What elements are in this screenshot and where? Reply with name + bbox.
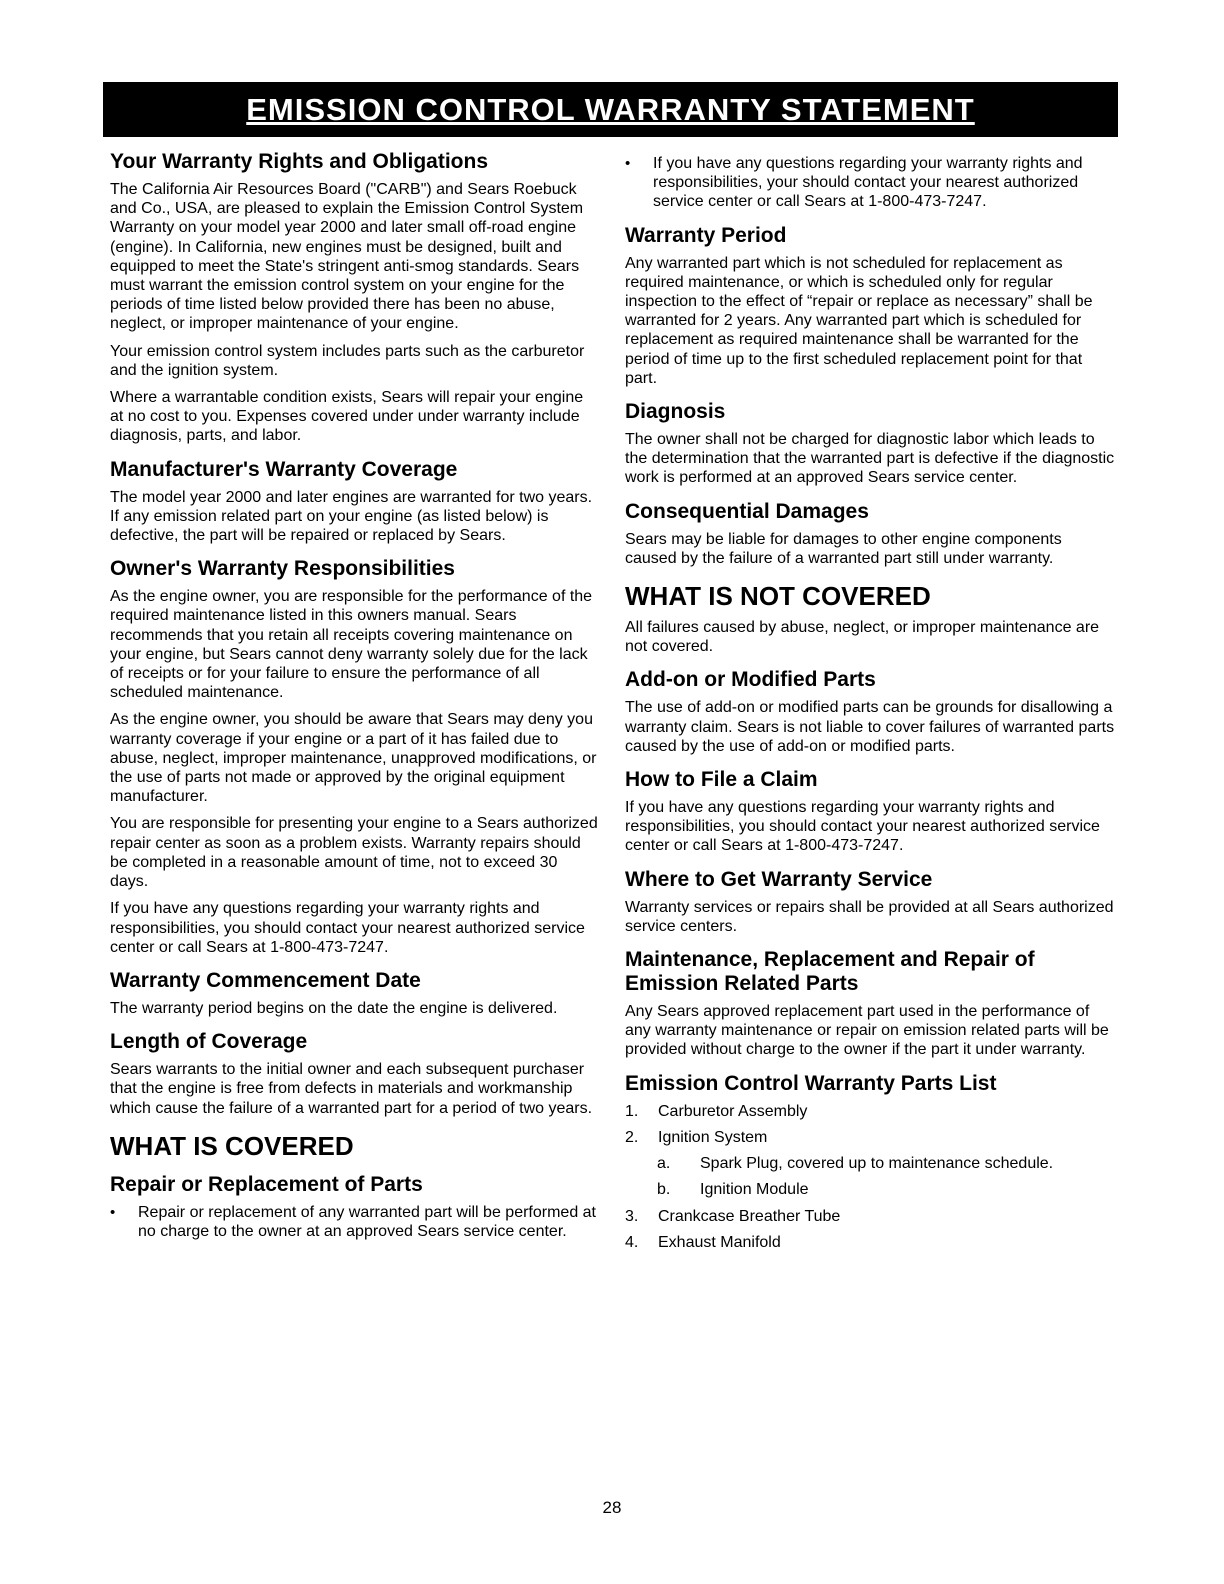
section-heading: Consequential Damages xyxy=(625,499,869,523)
list-item-text: Ignition System xyxy=(658,1128,768,1146)
banner-title: EMISSION CONTROL WARRANTY STATEMENT xyxy=(246,91,975,127)
bullet-item xyxy=(110,1203,600,1241)
section-heading: Warranty Period xyxy=(625,223,787,247)
section-heading: Your Warranty Rights and Obligations xyxy=(110,150,489,173)
section-heading: Repair or Replacement of Parts xyxy=(110,1172,423,1196)
paragraph: The owner shall not be charged for diagnostic labor which leads to the determination that the warranted part is defective if the diagnostic work is performed at an approved Sears service center. xyxy=(625,431,1115,487)
paragraph: If you have any questions regarding your warranty rights and responsibilities, you should contact your nearest authorized service center or call Sears at 1-800-473-7247. xyxy=(625,799,1100,855)
list-item xyxy=(625,1207,1115,1226)
left-column xyxy=(110,150,600,1259)
list-subitem-letter: b. xyxy=(657,1181,671,1199)
section-heading: Maintenance, Replacement and Repair of Emission Related Parts xyxy=(625,948,1035,996)
list-item-number: 2. xyxy=(625,1128,639,1146)
two-column-layout xyxy=(110,150,1115,1259)
major-heading: WHAT IS NOT COVERED xyxy=(625,581,931,612)
list-item xyxy=(625,1128,1115,1147)
section-heading: Add-on or Modified Parts xyxy=(625,668,876,692)
list-subitem-text: Spark Plug, covered up to maintenance schedule. xyxy=(700,1155,1054,1173)
section-heading: Owner's Warranty Responsibilities xyxy=(110,557,455,581)
paragraph: Your emission control system includes parts such as the carburetor and the ignition system. xyxy=(110,342,585,379)
section-heading: Diagnosis xyxy=(625,400,726,424)
paragraph: Where a warrantable condition exists, Sears will repair your engine at no cost to you. Expenses covered under under warranty include diagnosis, parts, and labor. xyxy=(110,389,584,445)
bullet-item xyxy=(625,154,1115,212)
list-subitem-text: Ignition Module xyxy=(700,1181,809,1199)
list-subitem xyxy=(657,1180,1115,1199)
bullet-text: If you have any questions regarding your warranty rights and responsibilities, your should contact your nearest authorized service center or call Sears at 1-800-473-7247. xyxy=(653,155,1083,211)
list-item-number: 4. xyxy=(625,1233,639,1251)
paragraph: Any warranted part which is not scheduled for replacement as required maintenance, or which is scheduled only for regular inspection to the effect of “repair or replace as necessary” shall be warranted for 2 years. Any warranted part which is scheduled for replacement as required maintenance shall be warranted for the period of time up to the first scheduled replacement point for that part. xyxy=(625,254,1093,387)
paragraph: All failures caused by abuse, neglect, or improper maintenance are not covered. xyxy=(625,619,1100,656)
major-heading: WHAT IS COVERED xyxy=(110,1130,354,1161)
bullet-text: Repair or replacement of any warranted part will be performed at no charge to the owner at an approved Sears service center. xyxy=(138,1203,596,1240)
page-banner xyxy=(103,82,1118,137)
paragraph: The California Air Resources Board ("CARB") and Sears Roebuck and Co., USA, are pleased to explain the Emission Control System Warranty on your model year 2000 and later small off-road engine (engine). In California, new engines must be designed, built and equipped to meet the State's stringent anti-smog standards. Sears must warrant the emission control system on your engine for the periods of time listed below provided there has been no abuse, neglect, or improper maintenance of your engine. xyxy=(110,181,584,333)
paragraph: Sears may be liable for damages to other engine components caused by the failure of a warranted part still under warranty. xyxy=(625,530,1062,567)
paragraph: If you have any questions regarding your warranty rights and responsibilities, you should contact your nearest authorized service center or call Sears at 1-800-473-7247. xyxy=(110,900,585,956)
paragraph: The model year 2000 and later engines are warranted for two years. If any emission related part on your engine (as listed below) is defective, the part will be repaired or replaced by Sears. xyxy=(110,488,593,545)
section-heading: How to File a Claim xyxy=(625,768,818,792)
paragraph: As the engine owner, you should be aware that Sears may deny you warranty coverage if your engine or a part of it has failed due to abuse, neglect, improper maintenance, unapproved modifications, or the use of parts not made or approved by the original equipment manufacturer. xyxy=(110,711,597,806)
paragraph: The use of add-on or modified parts can be grounds for disallowing a warranty claim. Sears is not liable to cover failures of warranted parts caused by the use of add-on or modified parts. xyxy=(625,699,1115,755)
section-heading: Length of Coverage xyxy=(110,1030,308,1054)
paragraph: Sears warrants to the initial owner and each subsequent purchaser that the engine is free from defects in materials and workmanship which cause the failure of a warranted part for a period of two years. xyxy=(110,1061,593,1117)
parts-list xyxy=(625,1102,1115,1252)
list-subitem xyxy=(657,1154,1115,1173)
list-item-text: Crankcase Breather Tube xyxy=(658,1207,841,1225)
list-item-text: Carburetor Assembly xyxy=(658,1102,808,1120)
paragraph: Any Sears approved replacement part used in the performance of any warranty maintenance or repair on emission related parts will be provided without charge to the owner if the part it under warranty. xyxy=(625,1003,1109,1059)
section-heading: Manufacturer's Warranty Coverage xyxy=(110,457,458,481)
list-subitem-letter: a. xyxy=(657,1155,671,1173)
section-heading: Warranty Commencement Date xyxy=(110,968,421,992)
bullet-icon: • xyxy=(625,155,631,172)
paragraph: The warranty period begins on the date the engine is delivered. xyxy=(110,999,558,1017)
list-item-text: Exhaust Manifold xyxy=(658,1233,781,1251)
section-heading: Emission Control Warranty Parts List xyxy=(625,1071,997,1095)
bullet-icon: • xyxy=(110,1203,116,1221)
list-item xyxy=(625,1102,1115,1121)
paragraph: As the engine owner, you are responsible for the performance of the required maintenance listed in this owners manual. Sears recommends that you retain all receipts covering maintenance on your engine, but Sears cannot deny warranty solely due for the lack of receipts or for your failure to ensure the performance of all scheduled maintenance. xyxy=(110,588,593,702)
paragraph: You are responsible for presenting your engine to a Sears authorized repair center as soon as a problem exists. Warranty repairs should be completed in a reasonable amount of time, not to exceed 30 days. xyxy=(110,815,598,891)
paragraph: Warranty services or repairs shall be provided at all Sears authorized service centers. xyxy=(625,898,1114,935)
list-item xyxy=(625,1233,1115,1252)
list-item-number: 1. xyxy=(625,1102,639,1120)
list-item-number: 3. xyxy=(625,1207,639,1225)
page-number: 28 xyxy=(602,1498,622,1517)
right-column xyxy=(625,150,1115,1259)
section-heading: Where to Get Warranty Service xyxy=(625,867,933,891)
